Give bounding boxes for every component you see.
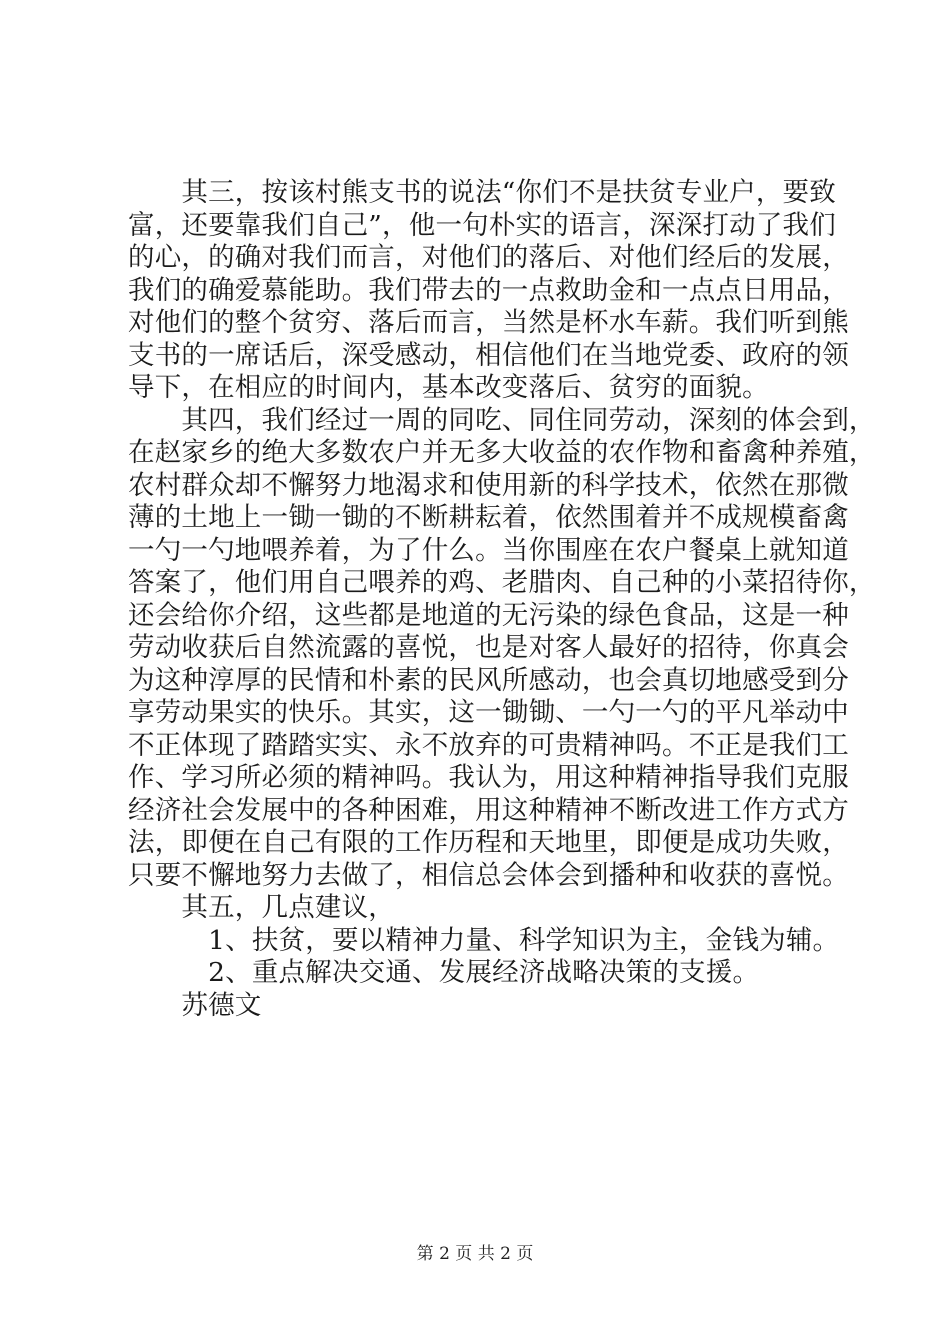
author-signature: 苏德文 bbox=[128, 989, 262, 1021]
text-line: 导下，在相应的时间内，基本改变落后、贫穷的面貌。 bbox=[128, 372, 769, 403]
text-line: 我们的确爱慕能助。我们带去的一点救助金和一点点日用品， bbox=[128, 274, 849, 306]
text-line: 2、重点解决交通、发展经济战略决策的支援。 bbox=[128, 957, 760, 988]
document-body bbox=[128, 177, 876, 1022]
text-line: 享劳动果实的快乐。其实，这一锄锄、一勺一勺的平凡举动中 bbox=[128, 697, 849, 728]
text-line: 答案了，他们用自己喂养的鸡、老腊肉、自己种的小菜招待你， bbox=[128, 567, 876, 598]
text-line: 其三，按该村熊支书的说法“你们不是扶贫专业户，要致 bbox=[128, 177, 836, 208]
text-line: 法，即便在自己有限的工作历程和天地里，即便是成功失败， bbox=[128, 827, 849, 858]
text-line: 薄的土地上一锄一锄的不断耕耘着，依然围着并不成规模畜禽 bbox=[128, 502, 849, 533]
text-line: 支书的一席话后，深受感动，相信他们在当地党委、政府的领 bbox=[128, 339, 849, 371]
text-line: 在赵家乡的绝大多数农户并无多大收益的农作物和畜禽种养殖， bbox=[128, 437, 876, 468]
page-footer bbox=[0, 1243, 950, 1265]
text-line: 对他们的整个贫穷、落后而言，当然是杯水车薪。我们听到熊 bbox=[128, 307, 849, 338]
text-line: 富，还要靠我们自己”，他一句朴实的语言，深深打动了我们 bbox=[128, 209, 836, 241]
text-line: 1、扶贫，要以精神力量、科学知识为主，金钱为辅。 bbox=[128, 924, 840, 956]
text-line: 农村群众却不懈努力地渴求和使用新的科学技术，依然在那微 bbox=[128, 469, 849, 501]
text-line: 的心，的确对我们而言，对他们的落后、对他们经后的发展， bbox=[128, 242, 849, 273]
text-line: 其五，几点建议， bbox=[128, 892, 395, 923]
text-line: 不正体现了踏踏实实、永不放弃的可贵精神吗。不正是我们工 bbox=[128, 729, 849, 761]
text-line: 其四，我们经过一周的同吃、同住同劳动，深刻的体会到， bbox=[128, 404, 876, 436]
text-line: 劳动收获后自然流露的喜悦，也是对客人最好的招待，你真会 bbox=[128, 632, 849, 663]
text-line: 一勺一勺地喂养着，为了什么。当你围座在农户餐桌上就知道 bbox=[128, 534, 849, 566]
page-number-label: 第 2 页 共 2 页 bbox=[416, 1244, 534, 1264]
text-line: 还会给你介绍，这些都是地道的无污染的绿色食品，这是一种 bbox=[128, 599, 849, 631]
text-line: 为这种淳厚的民情和朴素的民风所感动，也会真切地感受到分 bbox=[128, 664, 849, 696]
text-line: 只要不懈地努力去做了，相信总会体会到播种和收获的喜悦。 bbox=[128, 859, 849, 891]
text-line: 作、学习所必须的精神吗。我认为，用这种精神指导我们克服 bbox=[128, 762, 849, 793]
text-line: 经济社会发展中的各种困难，用这种精神不断改进工作方式方 bbox=[128, 794, 849, 826]
